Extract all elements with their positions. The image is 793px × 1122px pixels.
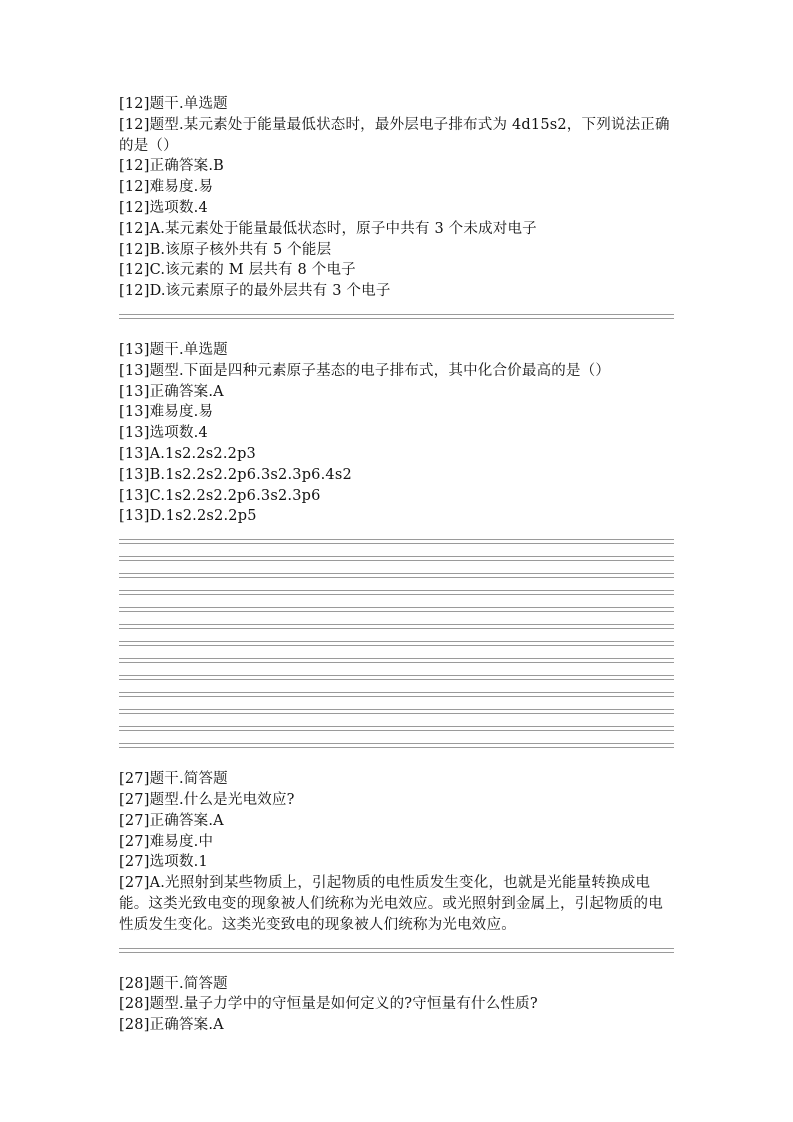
q13-option-count: [13]选项数.4 xyxy=(119,425,208,442)
q12-option-d: [12]D.该元素原子的最外层共有 3 个电子 xyxy=(119,283,391,300)
q12-difficulty: [12]难易度.易 xyxy=(119,179,214,196)
section-divider xyxy=(119,692,674,697)
q13-difficulty: [13]难易度.易 xyxy=(119,404,214,421)
section-divider xyxy=(119,607,674,612)
section-divider xyxy=(119,556,674,561)
question-28 xyxy=(119,974,674,1036)
section-divider xyxy=(119,539,674,544)
q27-question-text: [27]题型.什么是光电效应? xyxy=(119,791,295,808)
section-divider xyxy=(119,658,674,663)
question-12 xyxy=(119,94,674,302)
section-divider xyxy=(119,314,674,319)
q13-option-c: [13]C.1s2.2s2.2p6.3s2.3p6 xyxy=(119,487,321,504)
q27-answer: [27]正确答案.A xyxy=(119,812,224,829)
q12-answer: [12]正确答案.B xyxy=(119,158,225,175)
question-27 xyxy=(119,769,674,935)
q12-question-text: [12]题型.某元素处于能量最低状态时，最外层电子排布式为 4d15s2，下列说法正确的是（） xyxy=(119,116,670,154)
section-divider xyxy=(119,624,674,629)
q28-stem-type: [28]题干.简答题 xyxy=(119,975,228,992)
q27-difficulty: [27]难易度.中 xyxy=(119,833,214,850)
q12-option-count: [12]选项数.4 xyxy=(119,199,208,216)
divider-stack xyxy=(119,539,674,748)
q28-question-text: [28]题型.量子力学中的守恒量是如何定义的?守恒量有什么性质? xyxy=(119,996,538,1013)
q13-answer: [13]正确答案.A xyxy=(119,383,224,400)
q13-option-d: [13]D.1s2.2s2.2p5 xyxy=(119,508,257,525)
question-13 xyxy=(119,340,674,527)
section-divider xyxy=(119,573,674,578)
section-divider xyxy=(119,641,674,646)
q12-option-c: [12]C.该元素的 M 层共有 8 个电子 xyxy=(119,262,356,279)
q28-answer: [28]正确答案.A xyxy=(119,1017,224,1034)
section-divider xyxy=(119,743,674,748)
q12-option-b: [12]B.该原子核外共有 5 个能层 xyxy=(119,241,332,258)
q13-option-b: [13]B.1s2.2s2.2p6.3s2.3p6.4s2 xyxy=(119,466,352,483)
document-page xyxy=(119,94,674,1036)
section-divider xyxy=(119,726,674,731)
q27-stem-type: [27]题干.简答题 xyxy=(119,771,228,788)
q13-stem-type: [13]题干.单选题 xyxy=(119,341,228,358)
q27-option-count: [27]选项数.1 xyxy=(119,854,208,871)
section-divider xyxy=(119,675,674,680)
section-divider xyxy=(119,709,674,714)
section-divider xyxy=(119,948,674,953)
q13-option-a: [13]A.1s2.2s2.2p3 xyxy=(119,445,256,462)
q12-option-a: [12]A.某元素处于能量最低状态时，原子中共有 3 个未成对电子 xyxy=(119,220,537,237)
section-divider xyxy=(119,590,674,595)
q27-option-a: [27]A.光照射到某些物质上，引起物质的电性质发生变化，也就是光能量转换成电能。这类光致电变的现象被人们统称为光电效应。或光照射到金属上，引起物质的电性质发生变化。这类光变致电的现象被人们统称为光电效应。 xyxy=(119,875,663,933)
q13-question-text: [13]题型.下面是四种元素原子基态的电子排布式，其中化合价最高的是（） xyxy=(119,362,611,379)
q12-stem-type: [12]题干.单选题 xyxy=(119,96,228,112)
